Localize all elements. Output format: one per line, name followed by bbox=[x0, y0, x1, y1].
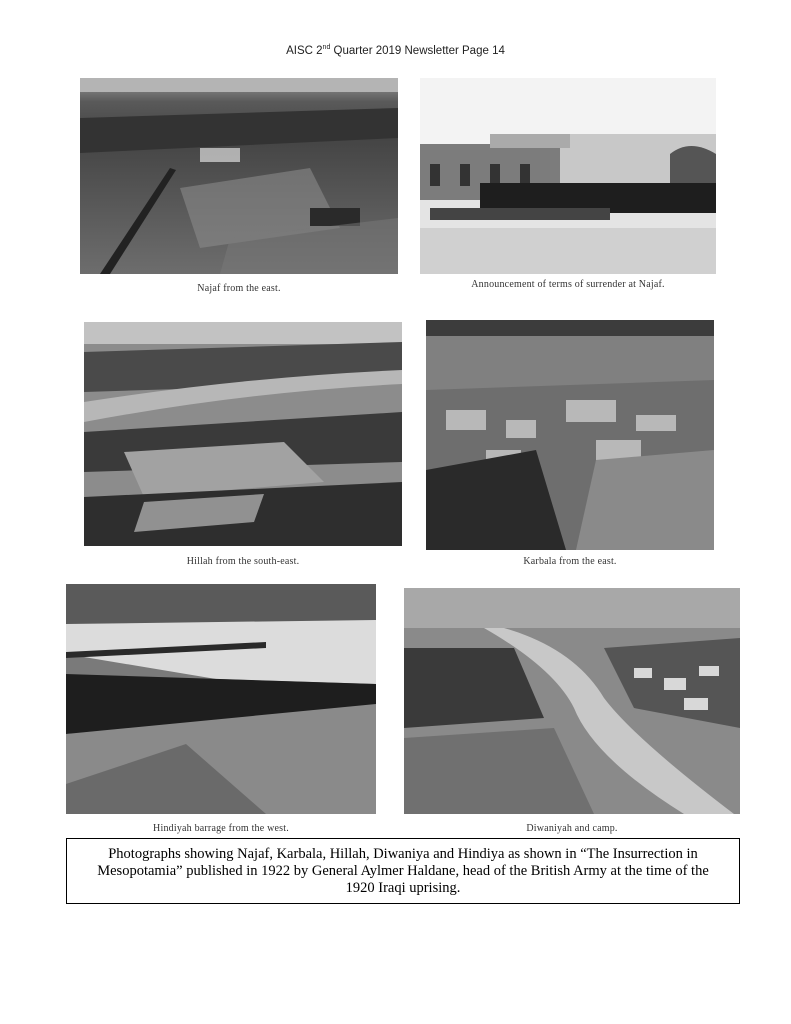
photo-caption-hillah: Hillah from the south-east. bbox=[186, 556, 300, 567]
header-suffix: Quarter 2019 Newsletter Page 14 bbox=[330, 44, 505, 57]
photo-caption-diwaniyah: Diwaniyah and camp. bbox=[526, 823, 618, 834]
photo-karbala bbox=[426, 320, 714, 550]
photo-diwaniyah bbox=[404, 588, 740, 814]
figure-caption-box bbox=[66, 838, 740, 904]
newsletter-header bbox=[0, 44, 791, 57]
photo-caption-hindiyah-barrage: Hindiyah barrage from the west. bbox=[153, 823, 289, 834]
photo-caption-najaf-announcement: Announcement of terms of surrender at Najaf. bbox=[471, 279, 665, 290]
figure-caption-text: Photographs showing Najaf, Karbala, Hillah, Diwaniya and Hindiya as shown in “The Insurrection in Mesopotamia” published in 1922 by General Aylmer Haldane, head of the British Army at the time of the 1920 Iraqi uprising. bbox=[97, 845, 709, 896]
photo-caption-najaf-aerial: Najaf from the east. bbox=[197, 283, 281, 294]
photo-najaf-aerial bbox=[80, 78, 398, 274]
photo-hillah bbox=[84, 322, 402, 546]
photo-najaf-announcement bbox=[420, 78, 716, 274]
header-ordinal: nd bbox=[322, 44, 331, 51]
header-prefix: AISC 2 bbox=[286, 44, 323, 57]
photo-caption-karbala: Karbala from the east. bbox=[523, 556, 617, 567]
photo-hindiyah-barrage bbox=[66, 584, 376, 814]
